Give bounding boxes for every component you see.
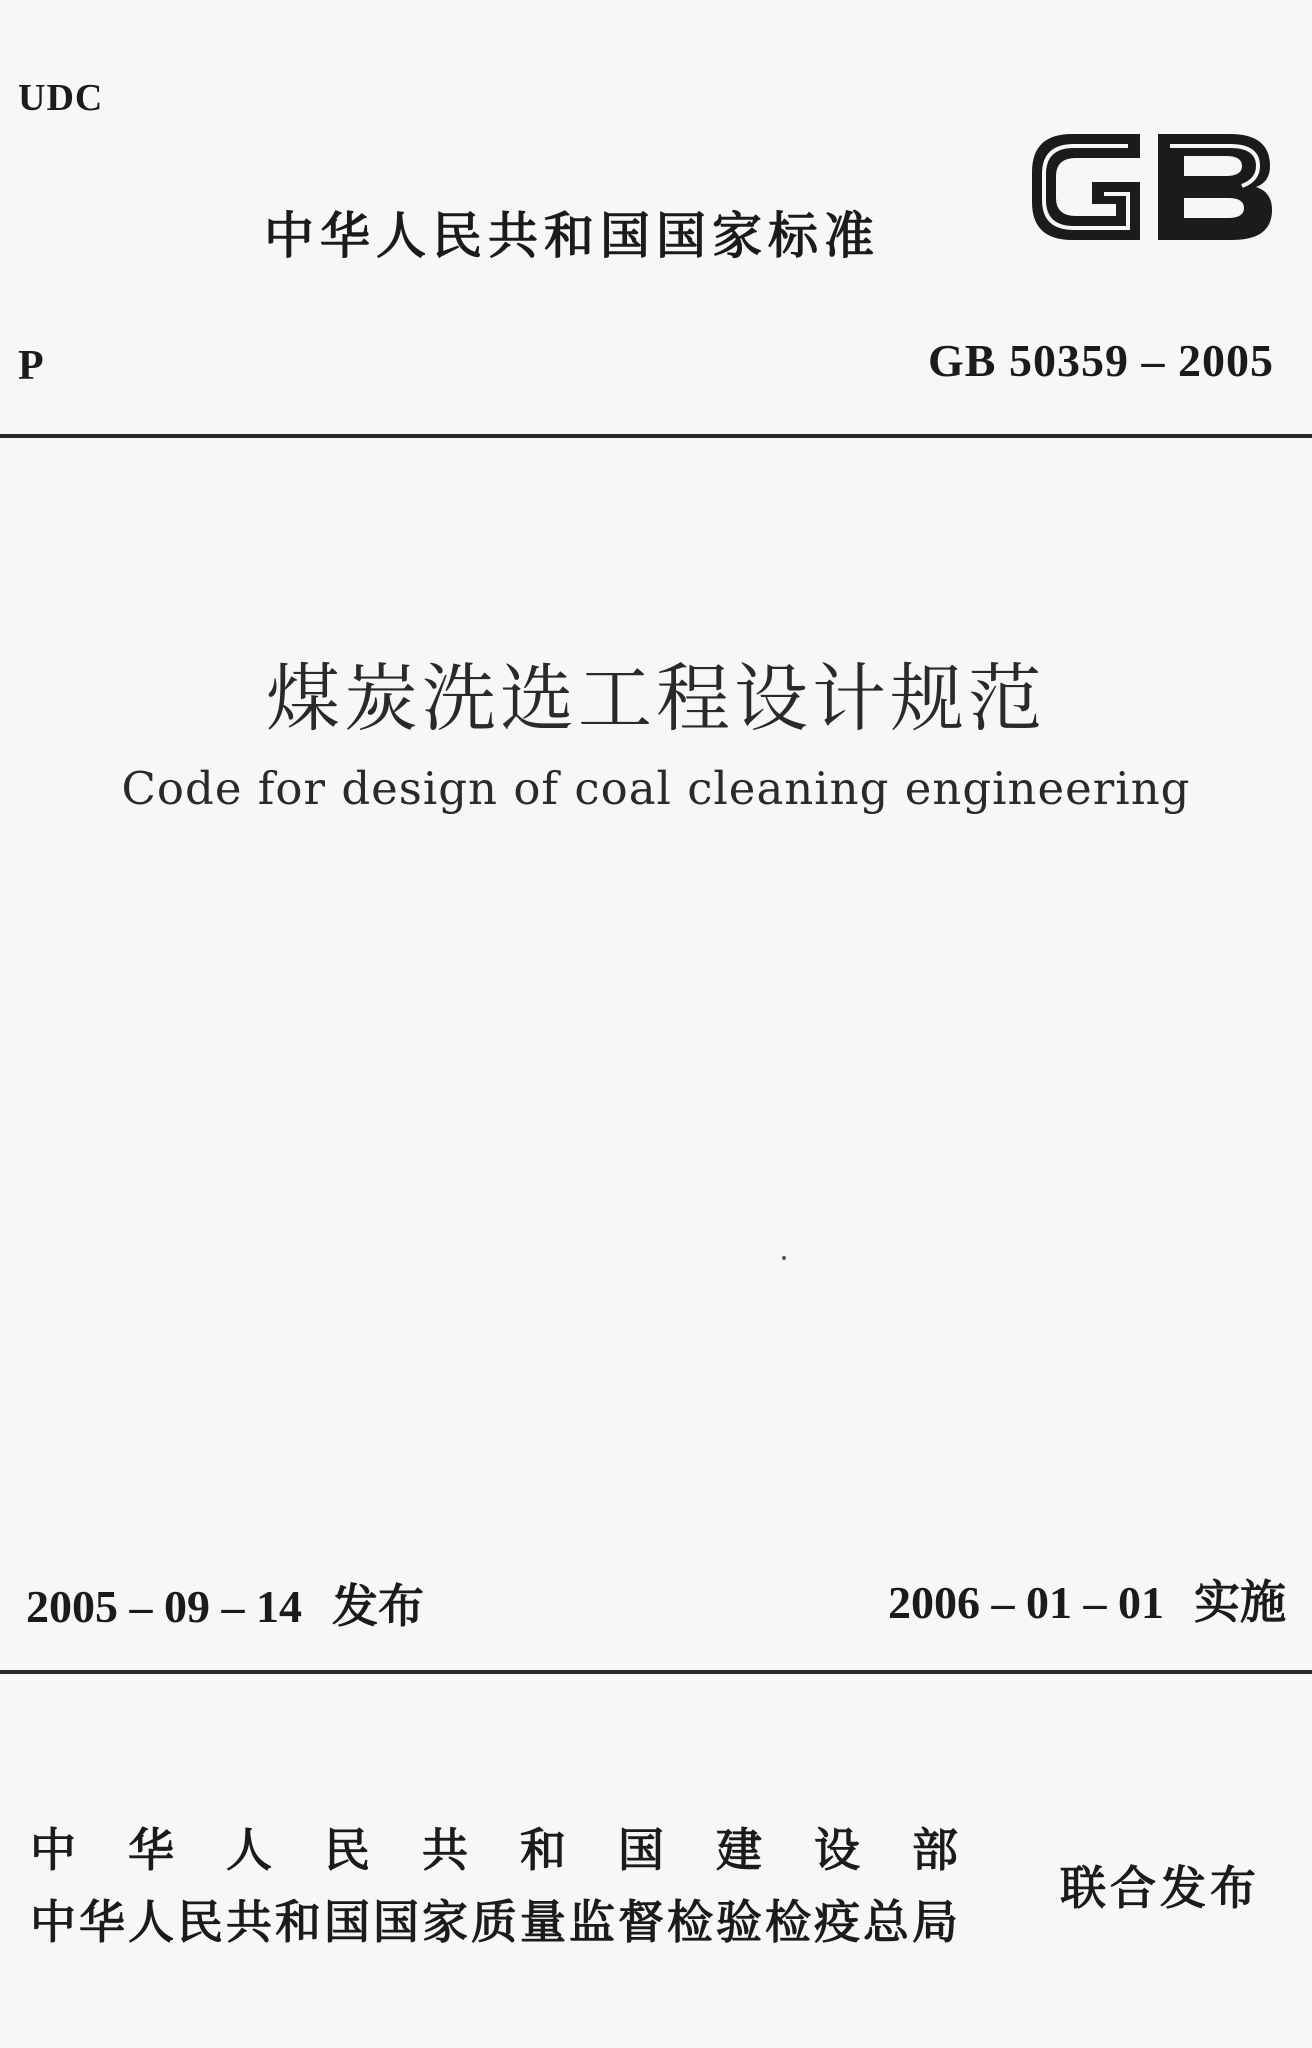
implementation-label: 实施	[1194, 1575, 1286, 1629]
issue-label: 发布	[332, 1579, 424, 1633]
gb-logo-icon	[1020, 112, 1282, 262]
issuer-administration: 中华人民共和国国家质量监督检验检疫总局	[30, 1895, 961, 1949]
bottom-divider	[0, 1670, 1312, 1674]
top-divider	[0, 434, 1312, 438]
issue-date-line	[26, 1570, 424, 1636]
udc-label: UDC	[18, 77, 104, 119]
joint-issue-label: 联合发布	[1060, 1861, 1260, 1915]
issue-date: 2005 – 09 – 14	[26, 1581, 302, 1632]
document-english-title: Code for design of coal cleaning engineering	[121, 762, 1191, 815]
standard-number: GB 50359 – 2005	[928, 335, 1274, 386]
implementation-date-line	[888, 1566, 1286, 1632]
print-speck	[782, 1256, 786, 1260]
document-title: 煤炭洗选工程设计规范	[266, 656, 1046, 742]
implementation-date: 2006 – 01 – 01	[888, 1577, 1164, 1628]
issuer-ministry: 中华人民共和国建设部	[30, 1823, 1010, 1877]
national-standard-heading: 中华人民共和国国家标准	[264, 207, 880, 265]
classification-code: P	[18, 343, 44, 389]
